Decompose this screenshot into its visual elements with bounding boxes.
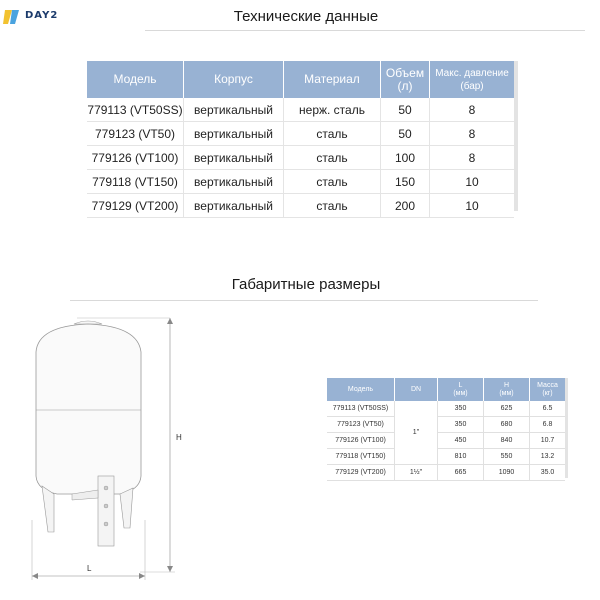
col-model: Модель xyxy=(327,378,395,401)
cell-volume: 100 xyxy=(381,146,430,170)
dims-title: Габаритные размеры xyxy=(231,276,381,293)
col-model: Модель xyxy=(87,61,184,98)
col-l: L (мм) xyxy=(438,378,484,401)
col-body: Корпус xyxy=(184,61,284,98)
cell-model: 779118 (VT150) xyxy=(327,449,395,465)
cell-mass: 6.5 xyxy=(530,401,566,417)
cell-material: сталь xyxy=(284,194,381,218)
col-mass: Масса (кг) xyxy=(530,378,566,401)
table-row xyxy=(327,433,565,449)
cell-model: 779118 (VT150) xyxy=(87,170,184,194)
cell-material: сталь xyxy=(284,146,381,170)
cell-pressure: 10 xyxy=(430,194,515,218)
cell-h: 1090 xyxy=(484,465,530,481)
table-shadow xyxy=(565,378,568,478)
cell-dn: 1" xyxy=(395,401,438,465)
cell-model: 779126 (VT100) xyxy=(87,146,184,170)
cell-mass: 6.8 xyxy=(530,417,566,433)
cell-model: 779123 (VT50) xyxy=(327,417,395,433)
col-pressure: Макс. давление (бар) xyxy=(430,61,515,98)
dimension-h-label: H xyxy=(176,433,182,442)
spec-table xyxy=(87,61,514,218)
cell-pressure: 8 xyxy=(430,122,515,146)
divider xyxy=(70,300,538,301)
cell-l: 350 xyxy=(438,417,484,433)
table-row xyxy=(87,122,514,146)
cell-body: вертикальный xyxy=(184,194,284,218)
table-row xyxy=(87,146,514,170)
cell-model: 779126 (VT100) xyxy=(327,433,395,449)
cell-volume: 50 xyxy=(381,122,430,146)
cell-material: сталь xyxy=(284,122,381,146)
cell-pressure: 8 xyxy=(430,146,515,170)
cell-model: 779113 (VT50SS) xyxy=(327,401,395,417)
divider xyxy=(145,30,585,31)
table-row xyxy=(87,194,514,218)
dims-table xyxy=(327,378,565,481)
cell-body: вертикальный xyxy=(184,170,284,194)
cell-h: 625 xyxy=(484,401,530,417)
cell-l: 350 xyxy=(438,401,484,417)
cell-h: 680 xyxy=(484,417,530,433)
cell-body: вертикальный xyxy=(184,146,284,170)
dimension-l-label: L xyxy=(87,564,92,573)
cell-mass: 13.2 xyxy=(530,449,566,465)
logo-text: DAY2 xyxy=(25,10,59,21)
col-h: H (мм) xyxy=(484,378,530,401)
cell-body: вертикальный xyxy=(184,122,284,146)
cell-l: 810 xyxy=(438,449,484,465)
cell-material: нерж. сталь xyxy=(284,98,381,122)
col-dn: DN xyxy=(395,378,438,401)
cell-pressure: 8 xyxy=(430,98,515,122)
spec-title: Технические данные xyxy=(233,8,379,25)
table-row xyxy=(87,98,514,122)
cell-material: сталь xyxy=(284,170,381,194)
cell-model: 779129 (VT200) xyxy=(327,465,395,481)
col-material: Материал xyxy=(284,61,381,98)
table-row xyxy=(87,170,514,194)
cell-volume: 150 xyxy=(381,170,430,194)
cell-model: 779113 (VT50SS) xyxy=(87,98,184,122)
cell-l: 450 xyxy=(438,433,484,449)
cell-h: 550 xyxy=(484,449,530,465)
cell-dn: 1½" xyxy=(395,465,438,481)
cell-body: вертикальный xyxy=(184,98,284,122)
cell-mass: 35.0 xyxy=(530,465,566,481)
cell-volume: 50 xyxy=(381,98,430,122)
tank-drawing xyxy=(20,310,200,590)
table-row xyxy=(327,401,565,417)
table-row xyxy=(327,449,565,465)
table-row xyxy=(327,417,565,433)
cell-l: 665 xyxy=(438,465,484,481)
cell-mass: 10.7 xyxy=(530,433,566,449)
cell-model: 779129 (VT200) xyxy=(87,194,184,218)
cell-model: 779123 (VT50) xyxy=(87,122,184,146)
table-shadow xyxy=(514,61,518,211)
cell-h: 840 xyxy=(484,433,530,449)
col-volume: Объем (л) xyxy=(381,61,430,98)
table-row xyxy=(327,465,565,481)
cell-pressure: 10 xyxy=(430,170,515,194)
cell-volume: 200 xyxy=(381,194,430,218)
